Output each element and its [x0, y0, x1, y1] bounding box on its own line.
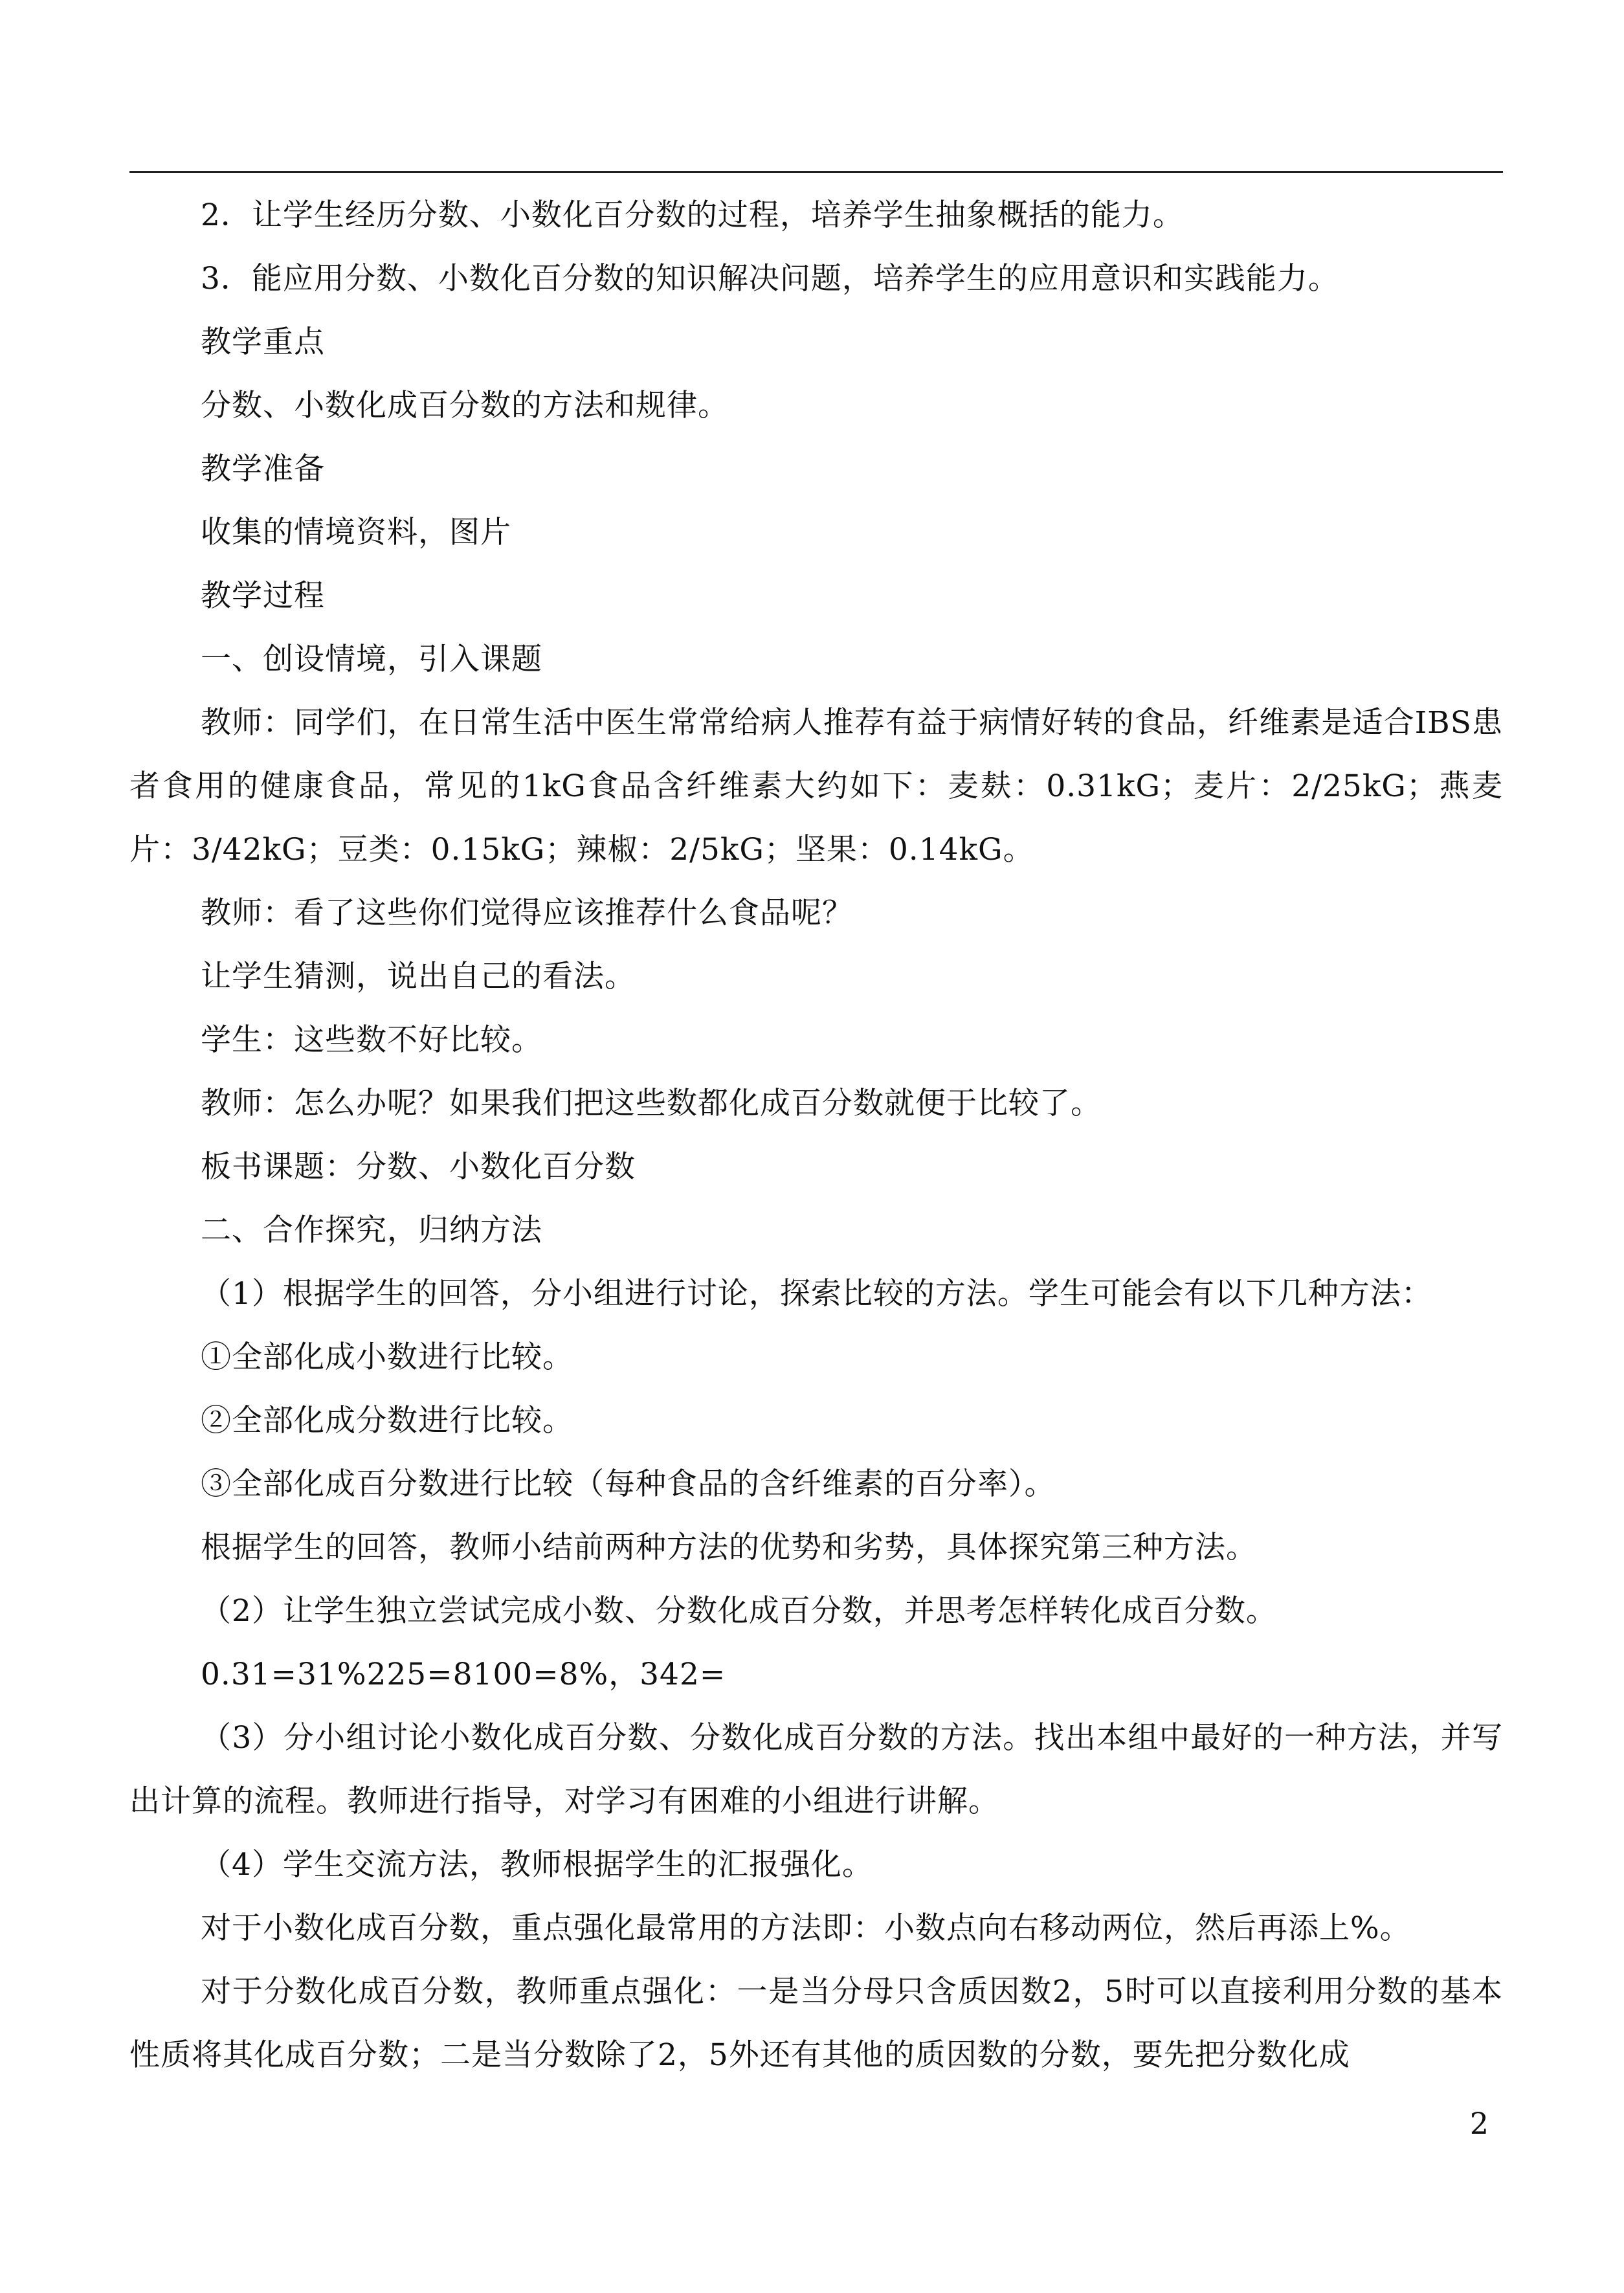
page-number: 2 — [1469, 2106, 1489, 2141]
document-body — [129, 184, 1503, 2087]
discussion-item-2: （2）让学生独立尝试完成小数、分数化成百分数，并思考怎样转化成百分数。 — [201, 1593, 1277, 1629]
discussion-item-4: （4）学生交流方法，教师根据学生的汇报强化。 — [201, 1847, 873, 1883]
student-response: 学生：这些数不好比较。 — [201, 1022, 542, 1058]
method-option-3: ③全部化成百分数进行比较（每种食品的含纤维素的百分率）。 — [201, 1466, 1056, 1502]
step-2-heading: 二、合作探究，归纳方法 — [201, 1213, 542, 1248]
decimal-method-text: 对于小数化成百分数，重点强化最常用的方法即：小数点向右移动两位，然后再添上%。 — [201, 1910, 1411, 1946]
objective-3: 3．能应用分数、小数化百分数的知识解决问题，培养学生的应用意识和实践能力。 — [201, 261, 1339, 296]
section-heading-preparation: 教学准备 — [201, 451, 325, 487]
board-title: 板书课题：分数、小数化百分数 — [201, 1149, 636, 1185]
method-option-2: ②全部化成分数进行比较。 — [201, 1403, 573, 1438]
section-heading-process: 教学过程 — [201, 578, 325, 614]
fraction-method-text: 对于分数化成百分数，教师重点强化：一是当分母只含质因数2，5时可以直接利用分数的基本性质将其化成百分数；二是当分数除了2，5外还有其他的质因数的分数，要先把分数化成 — [129, 1974, 1503, 2073]
discussion-item-1: （1）根据学生的回答，分小组进行讨论，探索比较的方法。学生可能会有以下几种方法： — [201, 1276, 1432, 1312]
teacher-question: 教师：看了这些你们觉得应该推荐什么食品呢？ — [201, 895, 853, 931]
student-guess-instruction: 让学生猜测，说出自己的看法。 — [201, 959, 636, 994]
objective-2: 2．让学生经历分数、小数化百分数的过程，培养学生抽象概括的能力。 — [201, 197, 1184, 233]
header-rule — [129, 171, 1503, 173]
discussion-item-3: （3）分小组讨论小数化成百分数、分数化成百分数的方法。找出本组中最好的一种方法，并写出计算的流程。教师进行指导，对学习有困难的小组进行讲解。 — [129, 1720, 1503, 1819]
teacher-response: 教师：怎么办呢？如果我们把这些数都化成百分数就便于比较了。 — [201, 1086, 1102, 1121]
section-heading-key-points: 教学重点 — [201, 324, 325, 360]
preparation-text: 收集的情境资料，图片 — [201, 515, 511, 550]
calculation-line: 0.31=31%225=8100=8%，342= — [201, 1657, 726, 1692]
teacher-summary: 根据学生的回答，教师小结前两种方法的优势和劣势，具体探究第三种方法。 — [201, 1530, 1257, 1565]
step-1-heading: 一、创设情境，引入课题 — [201, 642, 542, 677]
key-points-text: 分数、小数化成百分数的方法和规律。 — [201, 388, 729, 423]
method-option-1: ①全部化成小数进行比较。 — [201, 1339, 573, 1375]
teacher-intro-paragraph: 教师：同学们，在日常生活中医生常常给病人推荐有益于病情好转的食品，纤维素是适合IBS患者食用的健康食品，常见的1kG食品含纤维素大约如下：麦麸：0.31kG；麦片：2/25kG；燕麦片：3/42kG；豆类：0.15kG；辣椒：2/5kG；坚果：0.14kG。 — [129, 705, 1503, 867]
